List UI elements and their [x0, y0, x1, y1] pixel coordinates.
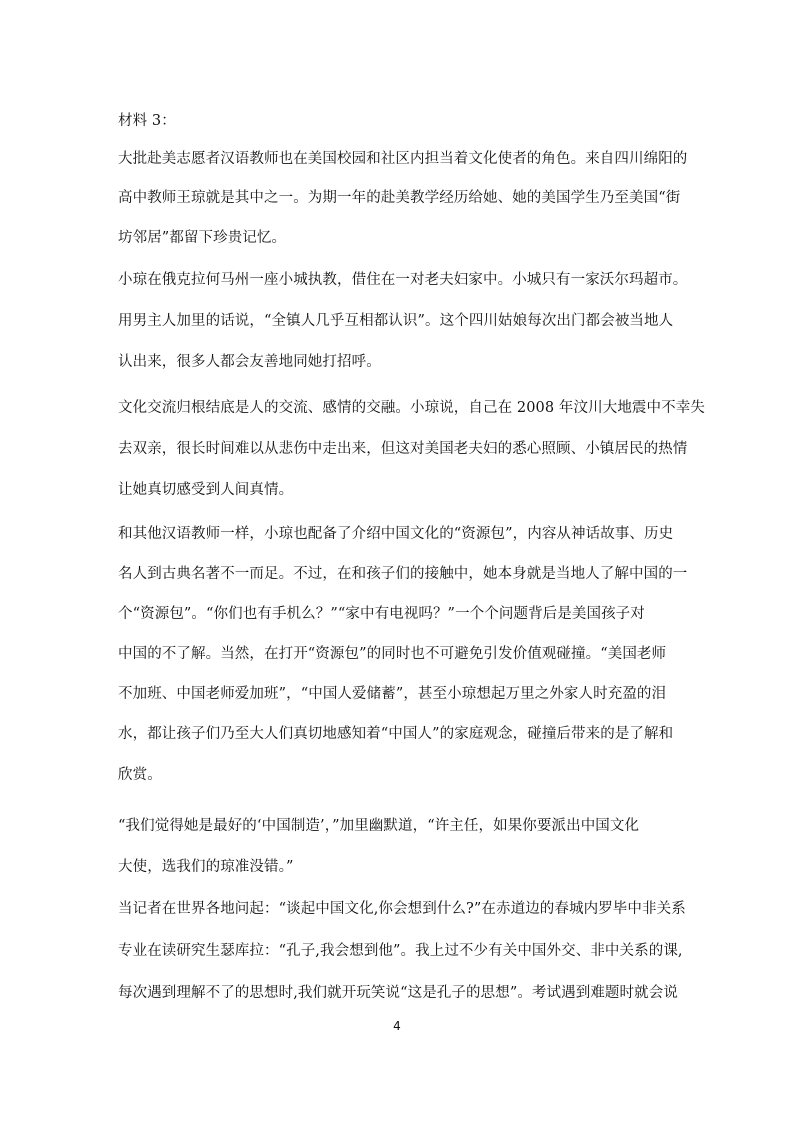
text-line: 和其他汉语教师一样，小琼也配备了介绍中国文化的“资源包”，内容从神话故事、历史	[118, 526, 674, 542]
text-line: 个“资源包”。“你们也有手机么？”“家中有电视吗？”一个个问题背后是美国孩子对	[118, 606, 645, 622]
text-line: 文化交流归根结底是人的交流、感情的交融。小琼说，自己在 2008 年汶川大地震中不幸失	[118, 400, 705, 416]
text-line: 当记者在世界各地问起：“谈起中国文化,你会想到什么?”在赤道边的春城内罗毕中非关系	[118, 901, 686, 917]
text-line: 坊邻居”都留下珍贵记忆。	[118, 230, 287, 246]
material-heading: 材料 3：	[118, 113, 176, 129]
text-line: 小琼在俄克拉何马州一座小城执教，借住在一对老夫妇家中。小城只有一家沃尔玛超市。	[118, 272, 688, 288]
text-line: 高中教师王琼就是其中之一。为期一年的赴美教学经历给她、她的美国学生乃至美国“街	[118, 190, 681, 206]
text-line: 水，都让孩子们乃至大人们真切地感知着“中国人”的家庭观念，碰撞后带来的是了解和	[118, 726, 674, 742]
text-line: 大使，选我们的琼准没错。”	[118, 859, 294, 875]
text-line: 让她真切感受到人间真情。	[118, 482, 294, 498]
text-line: 欣赏。	[118, 767, 162, 783]
text-line: 大批赴美志愿者汉语教师也在美国校园和社区内担当着文化使者的角色。来自四川绵阳的	[118, 151, 688, 167]
text-line: 不加班、中国老师爱加班”，“中国人爱储蓄”，甚至小琼想起万里之外家人时充盈的泪	[118, 686, 667, 702]
text-line: 用男主人加里的话说，“全镇人几乎互相都认识”。这个四川姑娘每次出门都会被当地人	[118, 313, 674, 329]
text-line: 认出来，很多人都会友善地同她打招呼。	[118, 354, 381, 370]
text-line: 每次遇到理解不了的思想时,我们就开玩笑说“这是孔子的思想”。考试遇到难题时就会说	[118, 985, 678, 1001]
page-number: 4	[393, 1019, 401, 1033]
text-line: 名人到古典名著不一而足。不过，在和孩子们的接触中，她本身就是当地人了解中国的一	[118, 566, 688, 582]
text-line: 专业在读研究生瑟库拉：“孔子,我会想到他”。我上过不少有关中国外交、非中关系的课,	[118, 943, 683, 959]
text-line: “我们觉得她是最好的‘中国制造’，”加里幽默道，“许主任，如果你要派出中国文化	[118, 818, 640, 834]
text-line: 去双亲，很长时间难以从悲伤中走出来，但这对美国老夫妇的悉心照顾、小镇居民的热情	[118, 441, 688, 457]
text-line: 中国的不了解。当然，在打开“资源包”的同时也不可避免引发价值观碰撞。“美国老师	[118, 646, 667, 662]
